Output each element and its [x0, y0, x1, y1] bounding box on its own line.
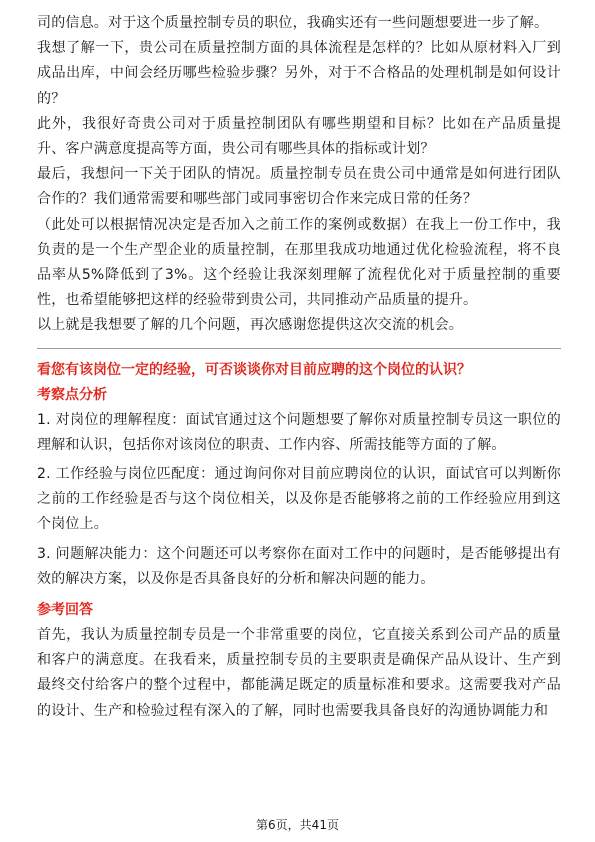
interview-question: 看您有该岗位一定的经验，可否谈谈你对目前应聘的这个岗位的认识？ [37, 361, 471, 378]
section-divider [37, 348, 561, 349]
analysis-heading: 考察点分析 [37, 386, 107, 403]
answer-paragraph: 首先，我认为质量控制专员是一个非常重要的岗位，它直接关系到公司产品的质量和客户的满意度。在我看来，质量控制专员的主要职责是确保产品从设计、生产到最终交付给客户的整个过程中，都能满足既定的质量标准和要求。这需要我对产品的设计、生产和检验过程有深入的了解，同时也需要我具备良好的沟通协调能力和 [37, 627, 561, 719]
analysis-item: 2. 工作经验与岗位匹配度：通过询问你对目前应聘岗位的认识，面试官可以判断你之前的工作经验是否与这个岗位相关，以及你是否能够将之前的工作经验应用到这个岗位上。 [37, 466, 561, 533]
intro-paragraph: 此外，我很好奇贵公司对于质量控制团队有哪些期望和目标？比如在产品质量提升、客户满意度提高等方面，贵公司有哪些具体的指标或计划？ [37, 115, 561, 158]
page-content [37, 11, 561, 724]
intro-paragraph: 以上就是我想要了解的几个问题，再次感谢您提供这次交流的机会。 [37, 317, 463, 334]
intro-paragraph: 最后，我想问一下关于团队的情况。质量控制专员在贵公司中通常是如何进行团队合作的？我们通常需要和哪些部门或同事密切合作来完成日常的任务？ [37, 166, 561, 208]
answer-heading: 参考回答 [37, 602, 93, 619]
page-number: 第6页，共41页 [256, 818, 339, 832]
intro-paragraph: 我想了解一下，贵公司在质量控制方面的具体流程是怎样的？比如从原材料入厂到成品出库，中间会经历哪些检验步骤？另外，对于不合格品的处理机制是如何设计的？ [37, 40, 561, 107]
analysis-item: 1. 对岗位的理解程度：面试官通过这个问题想要了解你对质量控制专员这一职位的理解和认识，包括你对该岗位的职责、工作内容、所需技能等方面的了解。 [37, 411, 561, 453]
analysis-item: 3. 问题解决能力：这个问题还可以考察你在面对工作中的问题时，是否能够提出有效的解决方案，以及你是否具备良好的分析和解决问题的能力。 [37, 545, 561, 587]
intro-paragraph: （此处可以根据情况决定是否加入之前工作的案例或数据）在我上一份工作中，我负责的是一个生产型企业的质量控制，在那里我成功地通过优化检验流程，将不良品率从5%降低到了3%。这个经验让我深刻理解了流程优化对于质量控制的重要性，也希望能够把这样的经验带到贵公司，共同推动产品质量的提升。 [37, 216, 561, 309]
intro-paragraph: 司的信息。对于这个质量控制专员的职位，我确实还有一些问题想要进一步了解。 [37, 15, 549, 31]
